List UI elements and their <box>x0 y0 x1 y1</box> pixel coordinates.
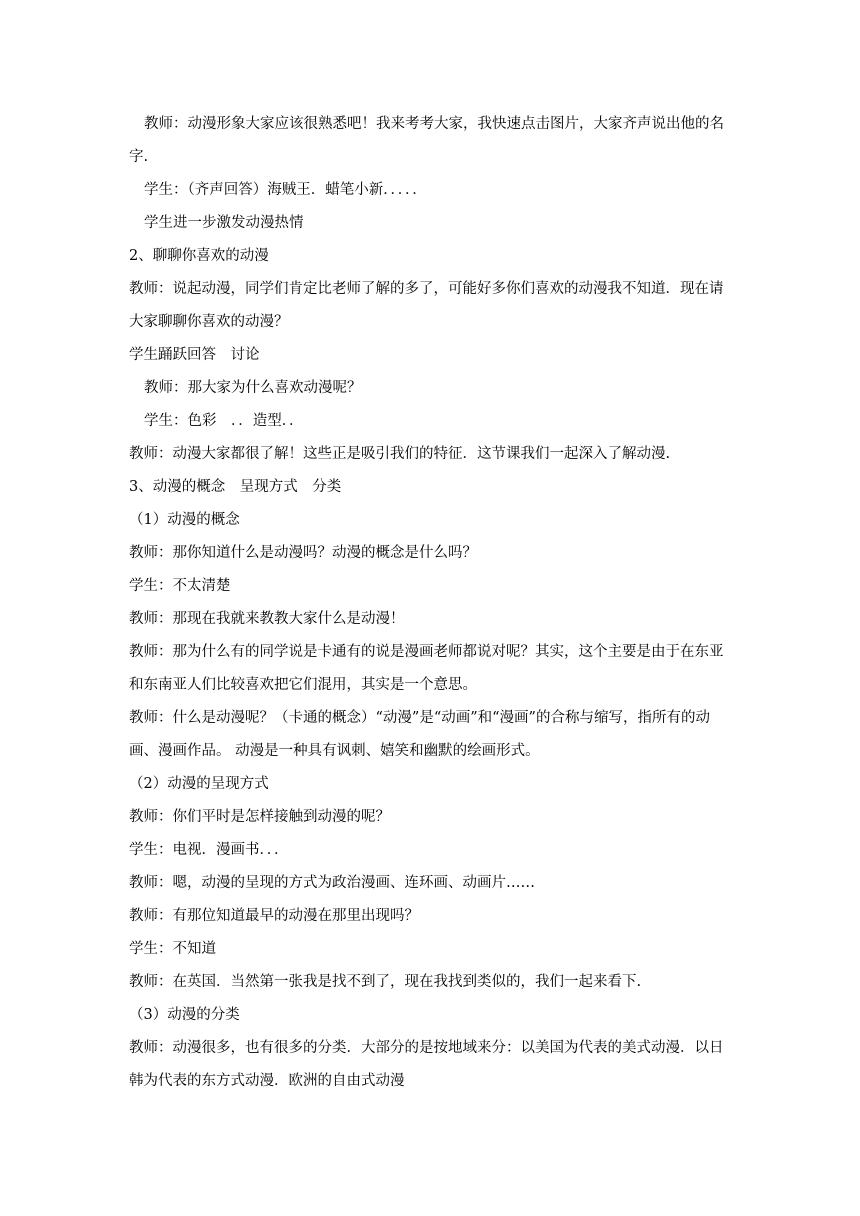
paragraph-teacher-earliest: 教师：有那位知道最早的动漫在那里出现吗？ <box>129 908 419 924</box>
paragraph-student-dontknow: 学生：不知道 <box>129 941 216 957</box>
paragraph-teacher-discuss: 教师：说起动漫，同学们肯定比老师了解的多了，可能好多你们喜欢的动漫我不知道．现在请大家聊聊你喜欢的动漫？ <box>129 281 724 330</box>
subheading-classification: （3）动漫的分类 <box>129 1007 240 1023</box>
paragraph-teacher-teach: 教师：那现在我就来教教大家什么是动漫！ <box>129 611 405 627</box>
paragraph-teacher-features: 教师：动漫大家都很了解！这些正是吸引我们的特征．这节课我们一起深入了解动漫. <box>129 446 671 462</box>
paragraph-teacher-england: 教师：在英国．当然第一张我是找不到了，现在我找到类似的，我们一起来看下. <box>129 974 642 990</box>
paragraph-student-color: 学生：色彩 ．．造型．． <box>144 413 304 429</box>
paragraph-teacher-intro: 教师：动漫形象大家应该很熟悉吧！我来考考大家，我快速点击图片，大家齐声说出他的名字. <box>129 116 724 165</box>
subheading-presentation: （2）动漫的呈现方式 <box>129 776 269 792</box>
section-heading-3: 3、动漫的概念 呈现方式 分类 <box>129 479 342 495</box>
paragraph-teacher-contact: 教师：你们平时是怎样接触到动漫的呢？ <box>129 809 390 825</box>
paragraph-teacher-definition: 教师：什么是动漫呢？（卡通的概念）“动漫”是“动画”和“漫画”的合称与缩写，指所有的动画、漫画作品。 动漫是一种具有讽刺、嬉笑和幽默的绘画形式。 <box>129 710 710 759</box>
paragraph-student-unclear: 学生：不太清楚 <box>129 578 231 594</box>
paragraph-teacher-why: 教师：那大家为什么喜欢动漫呢？ <box>144 380 362 396</box>
paragraph-student-discuss: 学生踊跃回答 讨论 <box>129 347 260 363</box>
paragraph-teacher-classification: 教师：动漫很多，也有很多的分类．大部分的是按地域来分：以美国为代表的美式动漫．以日韩为代表的东方式动漫．欧洲的自由式动漫 <box>129 1040 724 1089</box>
paragraph-student-tv: 学生：电视．漫画书．．． <box>129 842 289 858</box>
paragraph-student-answer: 学生：（齐声回答）海贼王．蜡笔小新．．．．． <box>144 182 427 198</box>
section-heading-2: 2、聊聊你喜欢的动漫 <box>129 248 269 264</box>
document-body <box>129 108 733 1098</box>
paragraph-student-enthusiasm: 学生进一步激发动漫热情 <box>144 215 304 231</box>
paragraph-teacher-concept-question: 教师：那你知道什么是动漫吗？动漫的概念是什么吗？ <box>129 545 477 561</box>
paragraph-teacher-forms: 教师：嗯，动漫的呈现的方式为政治漫画、连环画、动画片…… <box>129 875 535 891</box>
paragraph-teacher-cartoon: 教师：那为什么有的同学说是卡通有的说是漫画老师都说对呢？其实，这个主要是由于在东亚和东南亚人们比较喜欢把它们混用，其实是一个意思。 <box>129 644 724 693</box>
subheading-concept: （1）动漫的概念 <box>129 512 240 528</box>
